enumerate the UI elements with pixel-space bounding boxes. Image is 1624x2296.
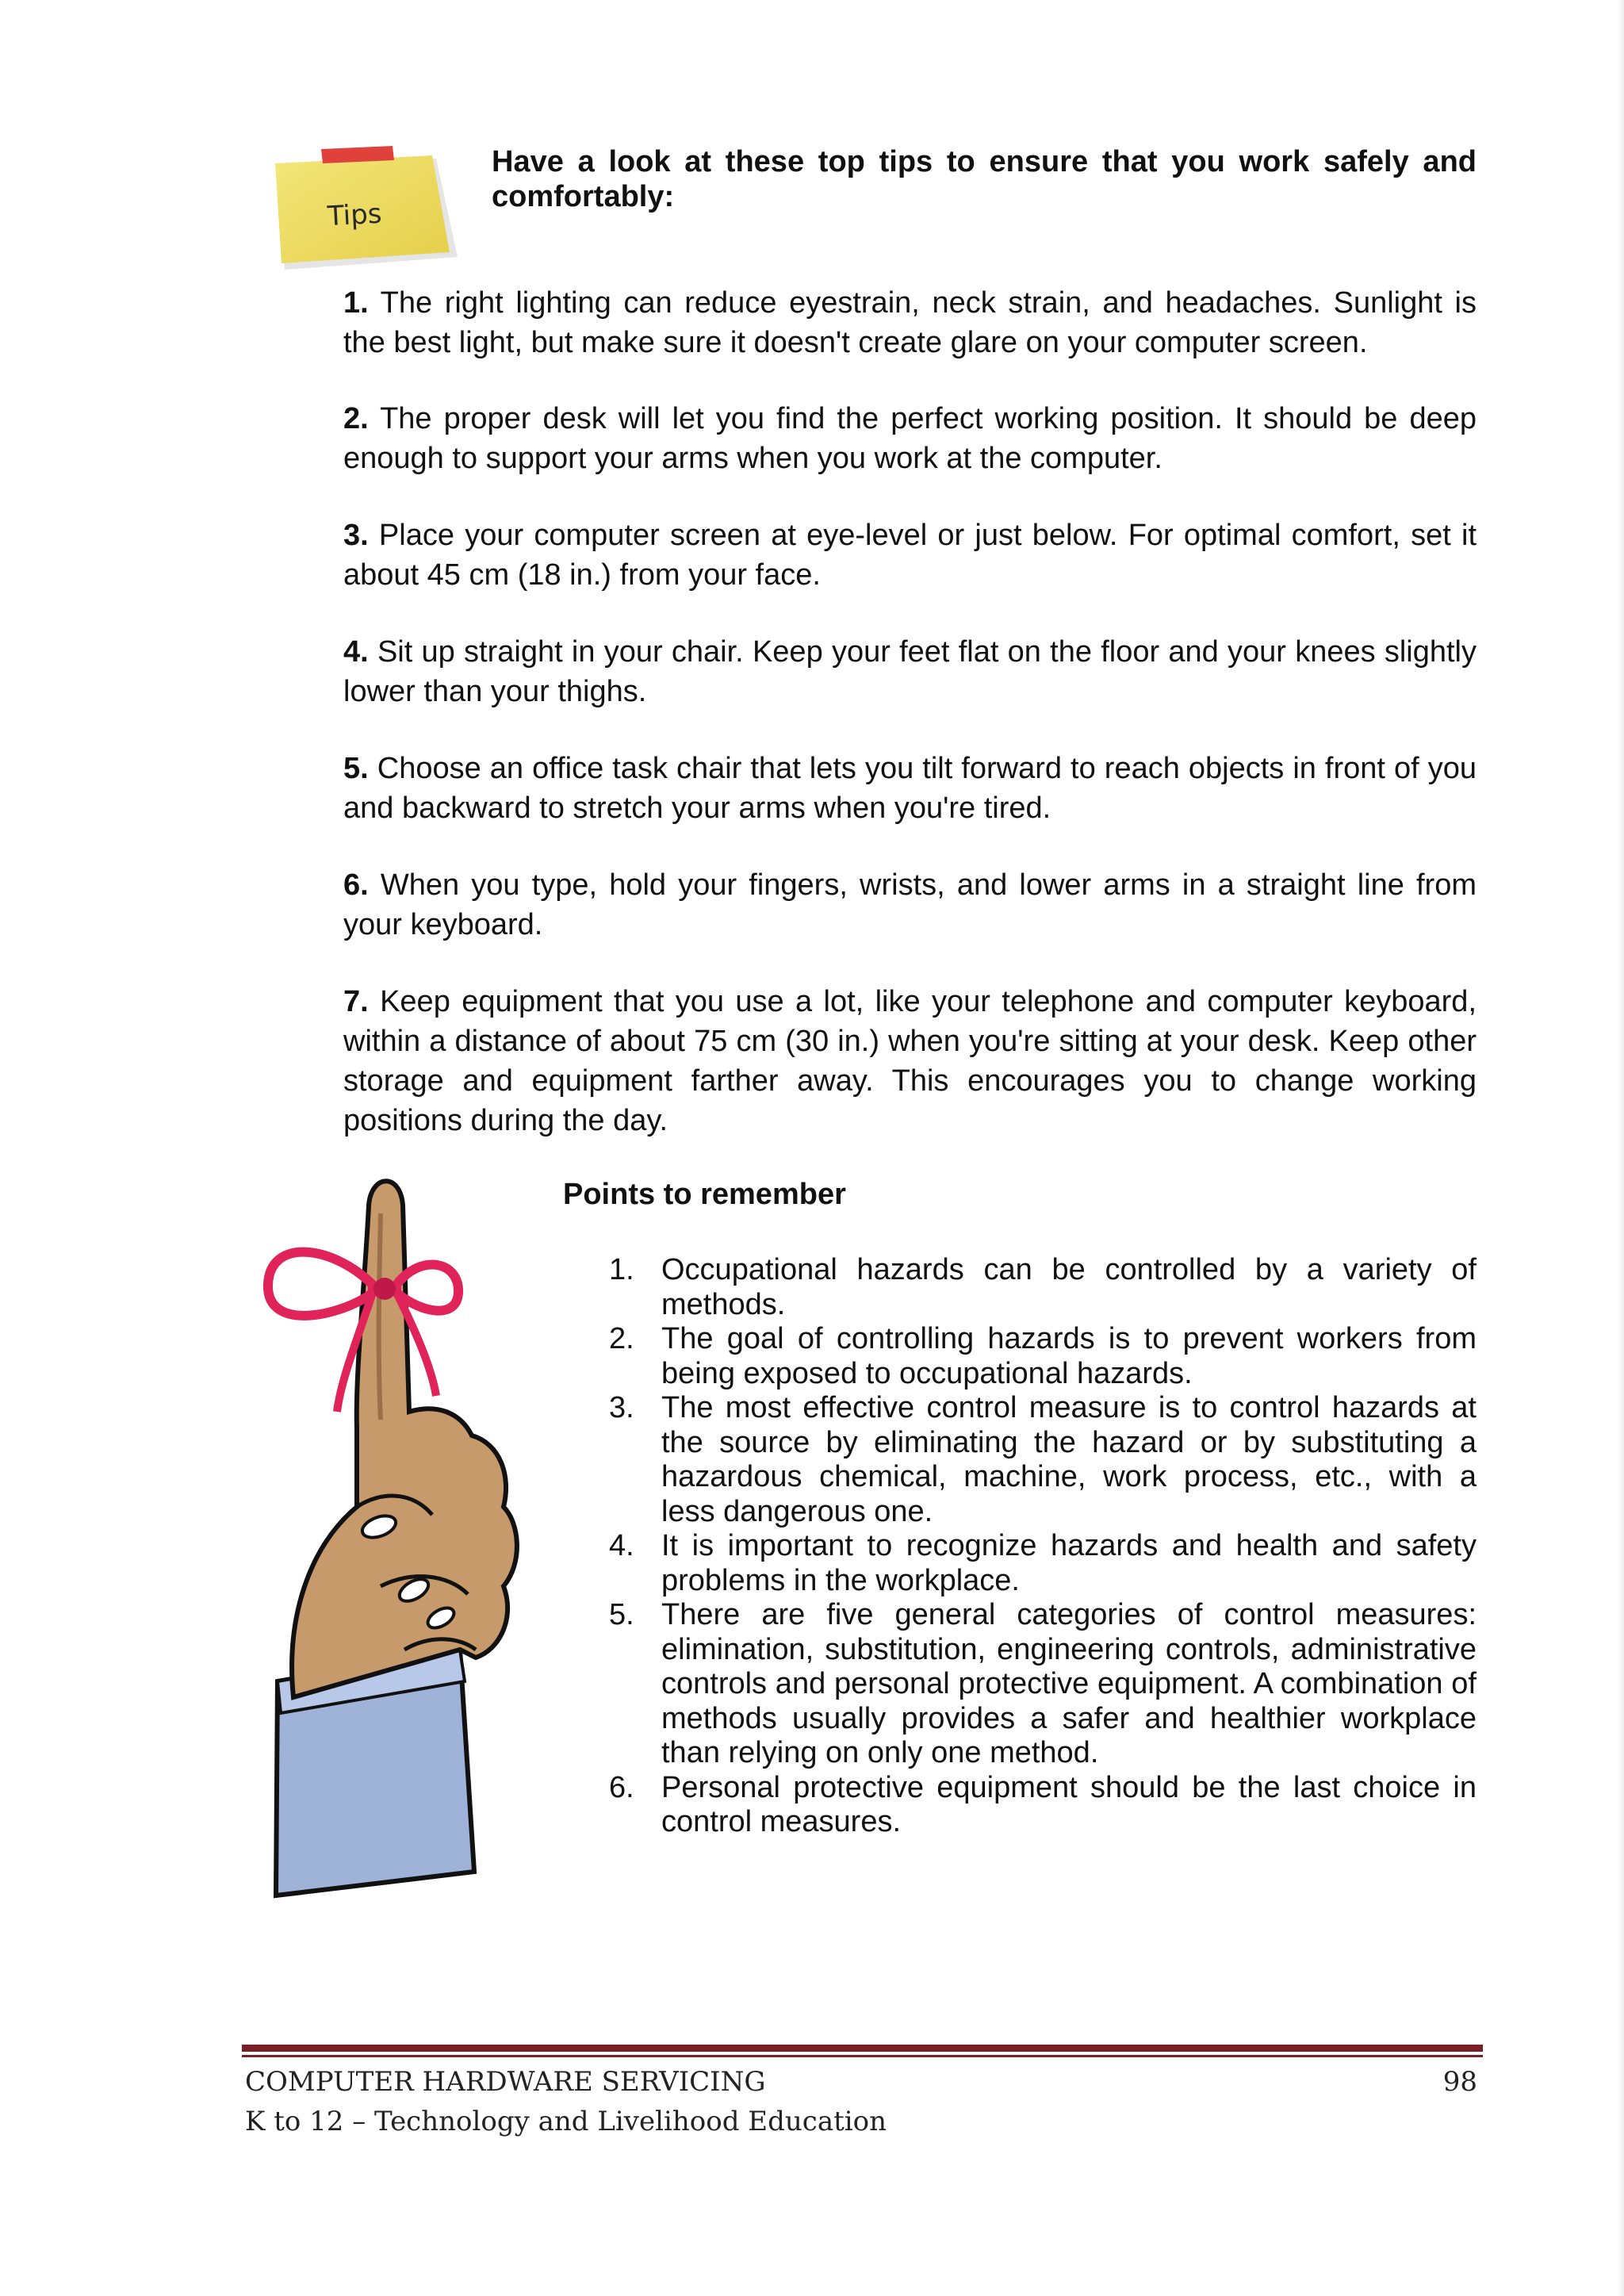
tip-number: 2. [343,402,369,435]
tip-item [343,632,1477,711]
footer-text [245,2062,887,2141]
point-text: Personal protective equipment should be the last choice in control measures. [661,1770,1477,1838]
tips-heading-line1: Have a look at these top tips to ensure that you work safely and [492,145,1477,178]
tips-note-label: Tips [326,197,383,233]
tips-list [343,283,1477,1140]
tip-text: Choose an office task chair that lets you tilt forward to reach objects in front of you and backward to stretch your arms when you're tired. [343,752,1477,825]
footer-subtitle: K to 12 – Technology and Livelihood Education [245,2106,887,2137]
point-item [609,1771,1477,1840]
point-number: 1. [609,1253,634,1286]
tips-heading-line2: comfortably: [492,180,675,213]
point-item [609,1322,1477,1391]
tip-number: 6. [343,868,369,902]
point-item [609,1253,1477,1322]
points-list [609,1253,1477,1840]
point-text: It is important to recognize hazards and health and safety problems in the workplace. [661,1529,1477,1597]
tip-text: Keep equipment that you use a lot, like your telephone and computer keyboard, within a distance of about 75 cm (30 in.) when you're sitting at your desk. Keep other storage and equipment farther away. This encourages you to change working positions during the day. [343,985,1477,1137]
tip-number: 4. [343,635,369,669]
finger-with-ribbon-icon [262,1174,547,1903]
point-text: There are five general categories of control measures: elimination, substitution, engineering controls, administrative controls and personal protective equipment. A combination of methods usually provides a safer and healthier workplace than relying on only one method. [661,1598,1477,1769]
page-edge [1618,0,1624,2296]
tips-heading [492,144,1477,214]
point-number: 6. [609,1770,634,1804]
tip-number: 5. [343,752,369,785]
tip-number: 7. [343,985,369,1018]
footer-title: COMPUTER HARDWARE SERVICING [245,2066,766,2098]
point-item [609,1391,1477,1529]
footer-rule [242,2045,1483,2057]
point-number: 3. [609,1391,634,1424]
point-number: 4. [609,1529,634,1562]
point-number: 2. [609,1322,634,1355]
tip-item [343,865,1477,945]
tip-text: Place your computer screen at eye-level or just below. For optimal comfort, set it about 45 cm (18 in.) from your face. [343,519,1477,592]
tip-text: Sit up straight in your chair. Keep your feet flat on the floor and your knees slightly lower than your thighs. [343,635,1477,708]
tip-item [343,982,1477,1140]
page-number: 98 [1442,2066,1477,2098]
tip-item [343,516,1477,595]
tip-item [343,749,1477,828]
tip-item [343,283,1477,362]
footer-rule-thin [242,2055,1483,2057]
tip-number: 1. [343,286,369,320]
tip-number: 3. [343,519,369,552]
tip-text: The proper desk will let you find the perfect working position. It should be deep enough to support your arms when you work at the computer. [343,402,1477,475]
tip-text: When you type, hold your fingers, wrists, and lower arms in a straight line from your keyboard. [343,868,1477,941]
footer-rule-thick [242,2045,1483,2052]
point-number: 5. [609,1598,634,1631]
point-text: The most effective control measure is to control hazards at the source by eliminating the hazard or by substituting a hazardous chemical, machine, work process, etc., with a less dangerous one. [661,1391,1477,1528]
point-text: Occupational hazards can be controlled by a variety of methods. [661,1253,1477,1321]
point-item [609,1598,1477,1771]
point-text: The goal of controlling hazards is to prevent workers from being exposed to occupational hazards. [661,1322,1477,1390]
tip-item [343,399,1477,478]
sticky-note-icon [274,144,458,270]
tip-text: The right lighting can reduce eyestrain, neck strain, and headaches. Sunlight is the best light, but make sure it doesn't create glare on your computer screen. [343,286,1477,359]
points-heading: Points to remember [563,1178,846,1211]
point-item [609,1529,1477,1598]
